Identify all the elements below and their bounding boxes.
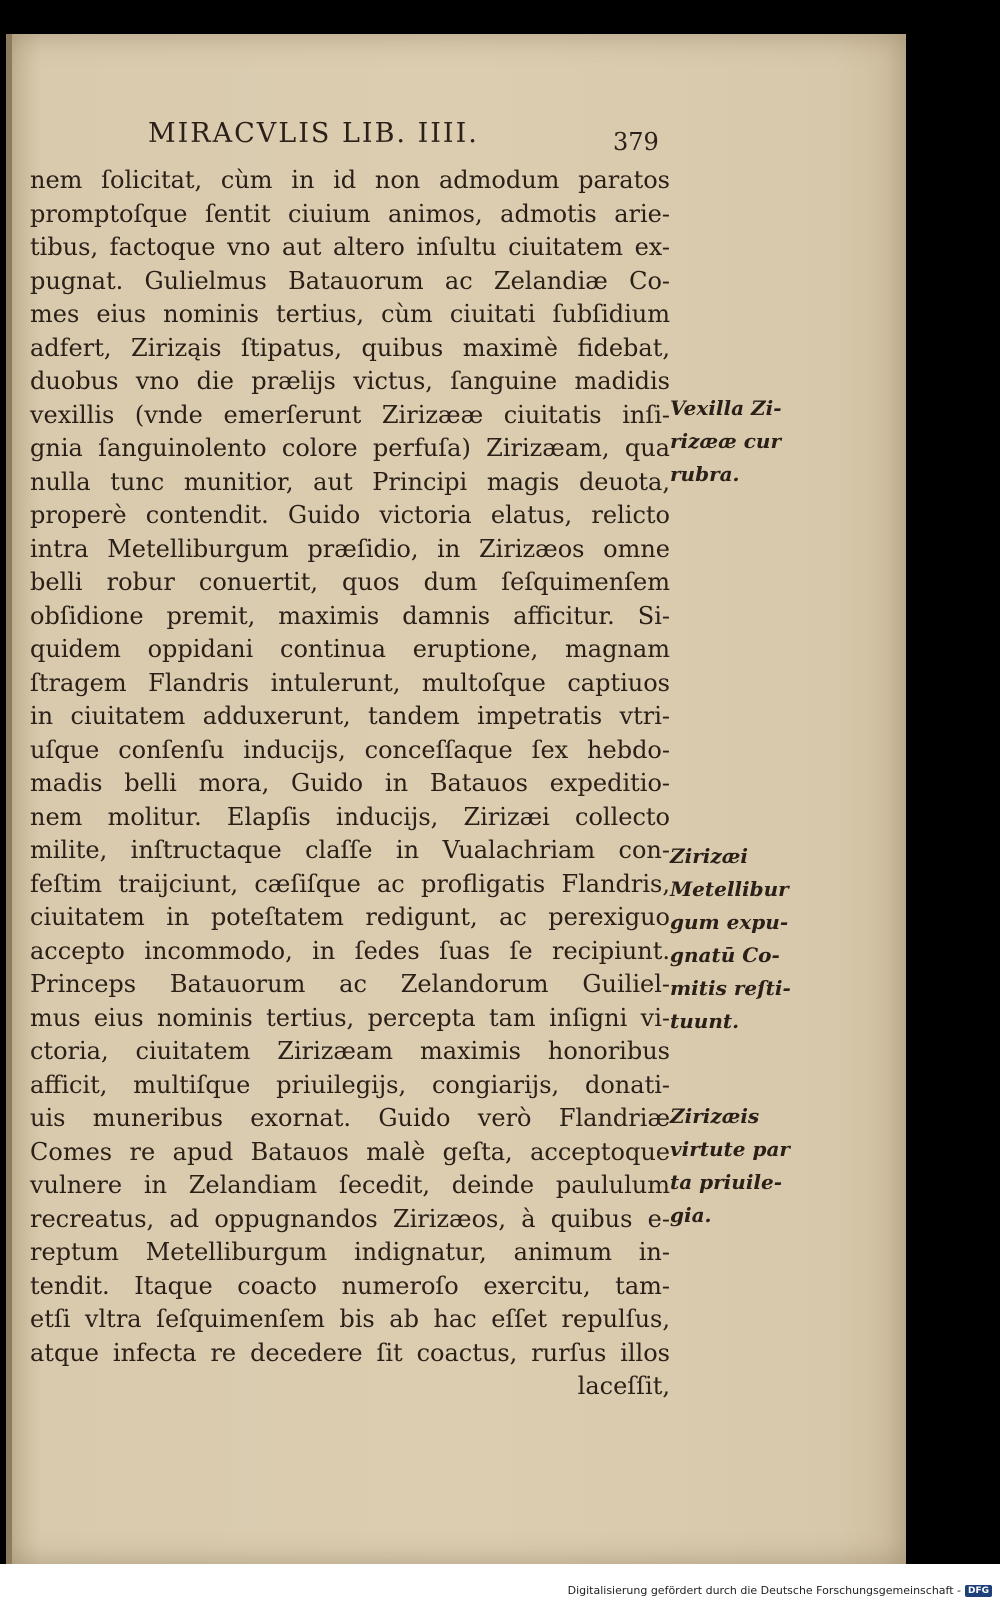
- marginal-note-line: rubra.: [670, 462, 740, 486]
- body-line: quidem oppidani continua eruptione, magnam: [30, 635, 670, 663]
- marginal-note-line: gum expu-: [670, 910, 789, 934]
- body-line: feſtim traijciunt, cæſiſque ac profligatis Flandris,: [30, 869, 670, 898]
- body-line: mus eius nominis tertius, percepta tam inſigni vi-: [30, 1003, 670, 1032]
- marginal-note-line: Zirizæis: [670, 1104, 760, 1128]
- body-line: belli robur conuertit, quos dum ſeſquimenſem: [30, 568, 670, 596]
- body-line: nulla tunc munitior, aut Principi magis deuota,: [30, 467, 670, 496]
- body-line: mes eius nominis tertius, cùm ciuitati ſubſidium: [30, 300, 670, 328]
- body-text: [30, 164, 670, 1404]
- body-line: vexillis (vnde emerſerunt Zirizææ ciuitatis inſi-: [30, 400, 670, 429]
- body-line: reptum Metelliburgum indignatur, animum in-: [30, 1238, 670, 1266]
- footer-credit-text: Digitalisierung gefördert durch die Deutsche Forschungsgemeinschaft -: [567, 1584, 961, 1597]
- body-line: ſtragem Flandris intulerunt, multoſque captiuos: [30, 668, 670, 697]
- footer-credit: [568, 1584, 992, 1597]
- body-line: tendit. Itaque coacto numeroſo exercitu, tam-: [30, 1271, 670, 1300]
- body-line: etſi vltra ſeſquimenſem bis ab hac eſſet repulſus,: [30, 1305, 670, 1333]
- page-number: 379: [613, 128, 659, 156]
- body-line: nem ſolicitat, cùm in id non admodum paratos: [30, 166, 670, 194]
- dfg-logo: DFG: [965, 1585, 992, 1597]
- body-line: intra Metelliburgum præſidio, in Zirizæos omne: [30, 534, 670, 563]
- running-header: MIRACVLIS LIB. IIII.: [148, 118, 479, 149]
- marginal-note-line: rizææ cur: [670, 429, 781, 453]
- body-line: uis muneribus exornat. Guido verò Flandriæ: [30, 1104, 670, 1132]
- body-line: atque infecta re decedere ſit coactus, rurſus illos: [30, 1338, 670, 1367]
- body-line: gnia ſanguinolento colore perfuſa) Zirizæam, qua: [30, 434, 670, 462]
- marginal-note-line: mitis reſti-: [670, 976, 791, 1000]
- body-line: laceſſit,: [577, 1372, 670, 1400]
- body-line: nem molitur. Elapſis inducijs, Zirizæi collecto: [30, 802, 670, 831]
- body-line: ciuitatem in poteſtatem redigunt, ac perexiguo: [30, 903, 670, 931]
- body-line: obſidione premit, maximis damnis afficitur. Si-: [30, 601, 670, 630]
- body-line: pugnat. Gulielmus Batauorum ac Zelandiæ Co-: [30, 266, 670, 295]
- page-spine-edge: [6, 34, 12, 1564]
- marginal-note: [670, 1100, 790, 1232]
- marginal-note-line: Metellibur: [670, 877, 789, 901]
- marginal-note-line: gia.: [670, 1203, 712, 1227]
- body-line: adfert, Ziriząis ſtipatus, quibus maximè fidebat,: [30, 333, 670, 362]
- marginal-note-line: Zirizæi: [670, 844, 748, 868]
- body-line: afficit, multiſque priuilegijs, congiarijs, donati-: [30, 1070, 670, 1099]
- body-line: Princeps Batauorum ac Zelandorum Guiliel-: [30, 970, 670, 998]
- body-line: properè contendit. Guido victoria elatus, relicto: [30, 501, 670, 529]
- body-line: recreatus, ad oppugnandos Zirizæos, à quibus e-: [30, 1204, 670, 1233]
- marginal-note: [670, 392, 782, 491]
- body-line: Comes re apud Batauos malè geſta, acceptoque: [30, 1137, 670, 1166]
- body-line: promptoſque ſentit ciuium animos, admotis arie-: [30, 199, 670, 228]
- marginal-note-line: ta priuile-: [670, 1170, 783, 1194]
- marginal-note-line: Vexilla Zi-: [670, 396, 782, 420]
- body-line: accepto incommodo, in ſedes ſuas ſe recipiunt.: [30, 936, 670, 965]
- body-line: in ciuitatem adduxerunt, tandem impetratis vtri-: [30, 702, 670, 730]
- marginal-note-line: virtute par: [670, 1137, 790, 1161]
- body-line: ctoria, ciuitatem Zirizæam maximis honoribus: [30, 1037, 670, 1065]
- marginal-note: [670, 840, 791, 1038]
- body-line: tibus, factoque vno aut altero inſultu ciuitatem ex-: [30, 233, 670, 261]
- body-line: madis belli mora, Guido in Batauos expeditio-: [30, 769, 670, 797]
- body-line: duobus vno die prælijs victus, ſanguine madidis: [30, 367, 670, 395]
- body-line: milite, inſtructaque claſſe in Vualachriam con-: [30, 836, 670, 864]
- body-line: uſque conſenſu inducijs, conceſſaque ſex hebdo-: [30, 735, 670, 764]
- marginal-note-line: gnatū Co-: [670, 943, 780, 967]
- marginal-note-line: tuunt.: [670, 1009, 740, 1033]
- body-line: vulnere in Zelandiam ſecedit, deinde paululum: [30, 1171, 670, 1199]
